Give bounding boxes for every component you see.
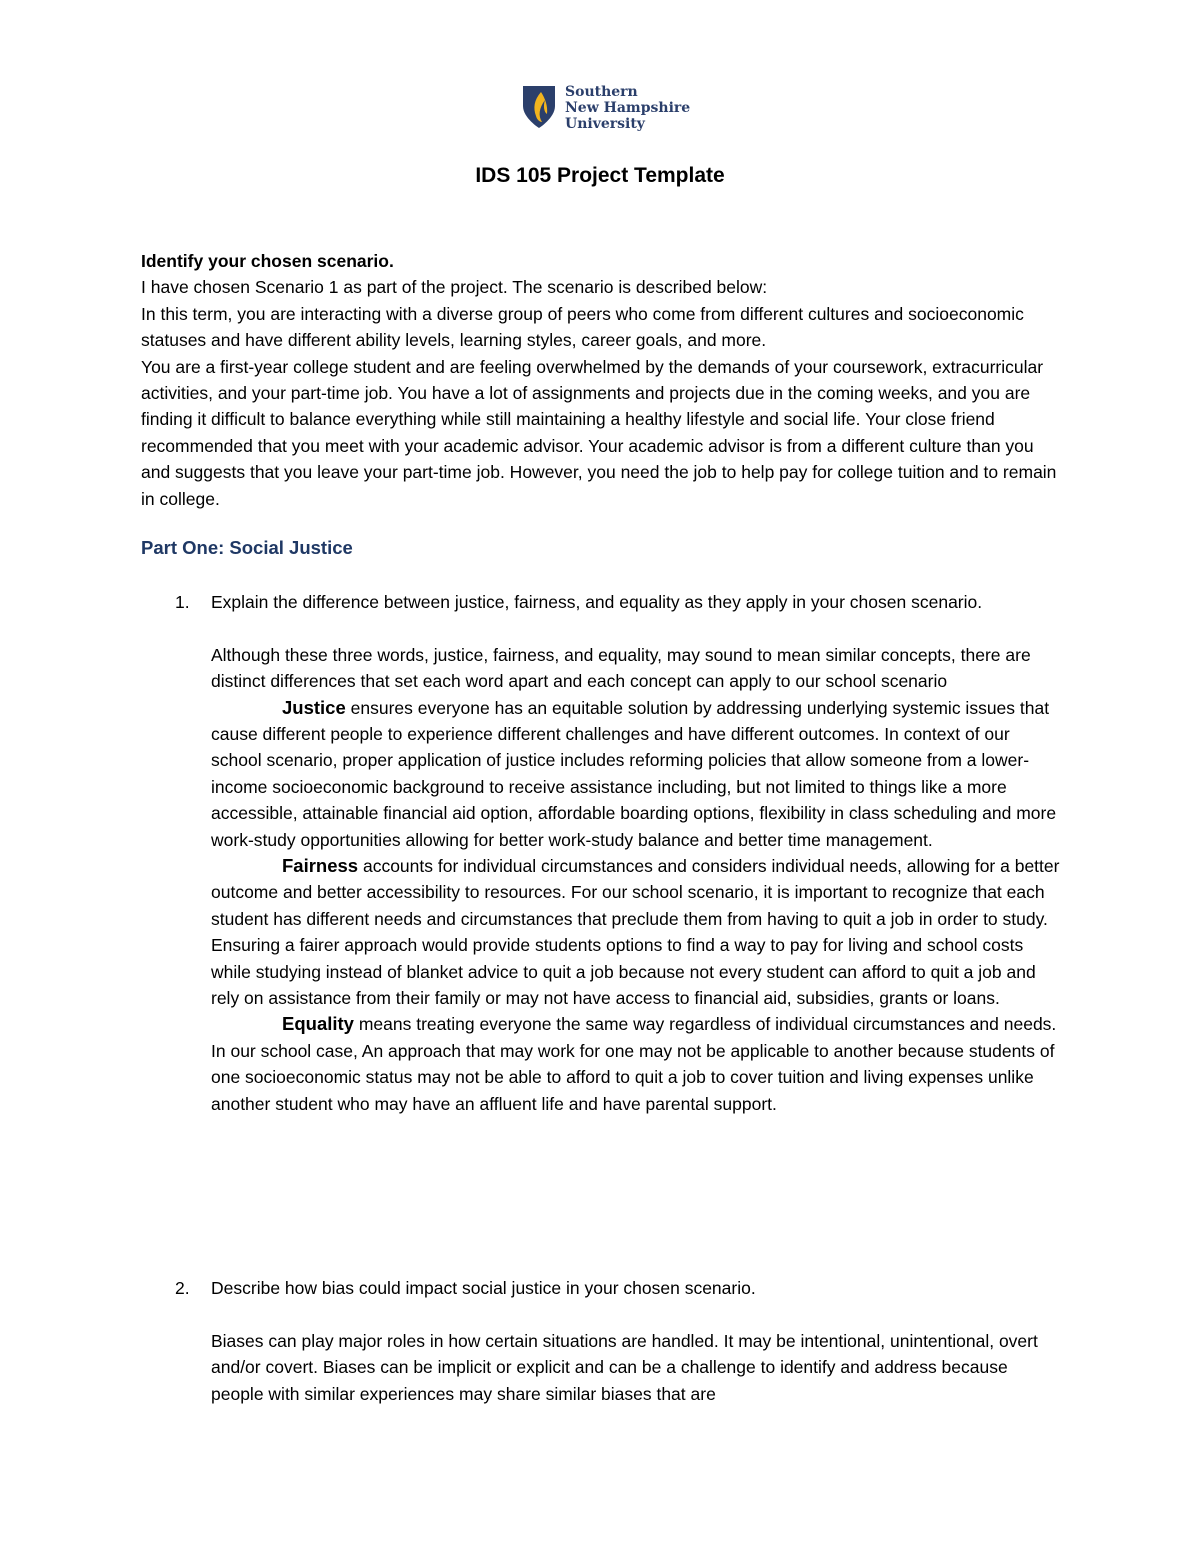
equality-text: means treating everyone the same way regardless of individual circumstances and needs. In our school case, An approach that may work for one may not be applicable to another because students of one socioeconomic status may not be able to afford to quit a job to cover tuition and living expenses unlike another student who may have an affluent life and have parental support. [211, 1014, 1057, 1114]
question-1-number: 1. [175, 592, 190, 612]
question-1-answer [211, 642, 1061, 1117]
scenario-heading: Identify your chosen scenario. [141, 251, 394, 271]
answer-1-fairness [211, 853, 1061, 1011]
question-2-number: 2. [175, 1278, 190, 1298]
logo-line-1: Southern [565, 84, 638, 100]
equality-term: Equality [282, 1013, 354, 1035]
question-2-text: Describe how bias could impact social justice in your chosen scenario. [211, 1278, 756, 1298]
university-logo [521, 84, 690, 132]
question-1-text: Explain the difference between justice, fairness, and equality as they apply in your chosen scenario. [211, 592, 983, 612]
justice-term: Justice [282, 696, 346, 718]
fairness-text: accounts for individual circumstances and considers individual needs, allowing for a better outcome and better accessibility to resources. For our school scenario, it is important to recognize that each student has different needs and circumstances that preclude them from having to quit a job in order to study. Ensuring a fairer approach would provide students options to find a way to pay for living and school costs while studying instead of blanket advice to quit a job because not every student can afford to quit a job and rely on assistance from their family or may not have access to financial aid, subsidies, grants or loans. [211, 856, 1060, 1009]
part-one-heading: Part One: Social Justice [141, 537, 353, 558]
logo-line-3: University [565, 116, 645, 132]
justice-text: ensures everyone has an equitable solution by addressing underlying systemic issues that cause different people to experience different challenges and have different outcomes. In context of our school scenario, proper application of justice includes reforming policies that allow someone from a lower-income socioeconomic background to receive assistance including, but not limited to things like a more accessible, attainable financial aid option, affordable boarding options, flexibility in class scheduling and more work-study opportunities allowing for better work-study balance and better time management. [211, 697, 1057, 850]
question-2-answer [211, 1328, 1061, 1407]
answer-1-justice [211, 695, 1061, 853]
answer-1-intro: Although these three words, justice, fairness, and equality, may sound to mean similar concepts, there are distinct differences that set each word apart and each concept can apply to our school scenario [211, 644, 1031, 692]
question-1 [141, 589, 1061, 1117]
answer-2-text: Biases can play major roles in how certain situations are handled. It may be intentional, unintentional, overt and/or covert. Biases can be implicit or explicit and can be a challenge to identify and address because people with similar experiences may share similar biases that are [211, 1330, 1038, 1404]
scenario-section [141, 248, 1061, 512]
scenario-intro: I have chosen Scenario 1 as part of the project. The scenario is described below: [141, 277, 768, 298]
logo-wordmark [565, 84, 690, 132]
question-2 [141, 1275, 1061, 1407]
answer-1-equality [211, 1011, 1061, 1117]
shield-flame-icon [521, 84, 557, 130]
logo-line-2: New Hampshire [565, 100, 691, 116]
scenario-paragraph-2: You are a first-year college student and are feeling overwhelmed by the demands of your coursework, extracurricular activities, and your part-time job. You have a lot of assignments and projects due in the coming weeks, and you are finding it difficult to balance everything while still maintaining a healthy lifestyle and social life. Your close friend recommended that you meet with your academic advisor. Your academic advisor is from a different culture than you and suggests that you leave your part-time job. However, you need the job to help pay for college tuition and to remain in college. [141, 356, 1057, 509]
page-title: IDS 105 Project Template [475, 164, 725, 187]
fairness-term: Fairness [282, 855, 359, 877]
scenario-paragraph-1: In this term, you are interacting with a diverse group of peers who come from different cultures and socioeconomic statuses and have different ability levels, learning styles, career goals, and more. [141, 303, 1024, 351]
